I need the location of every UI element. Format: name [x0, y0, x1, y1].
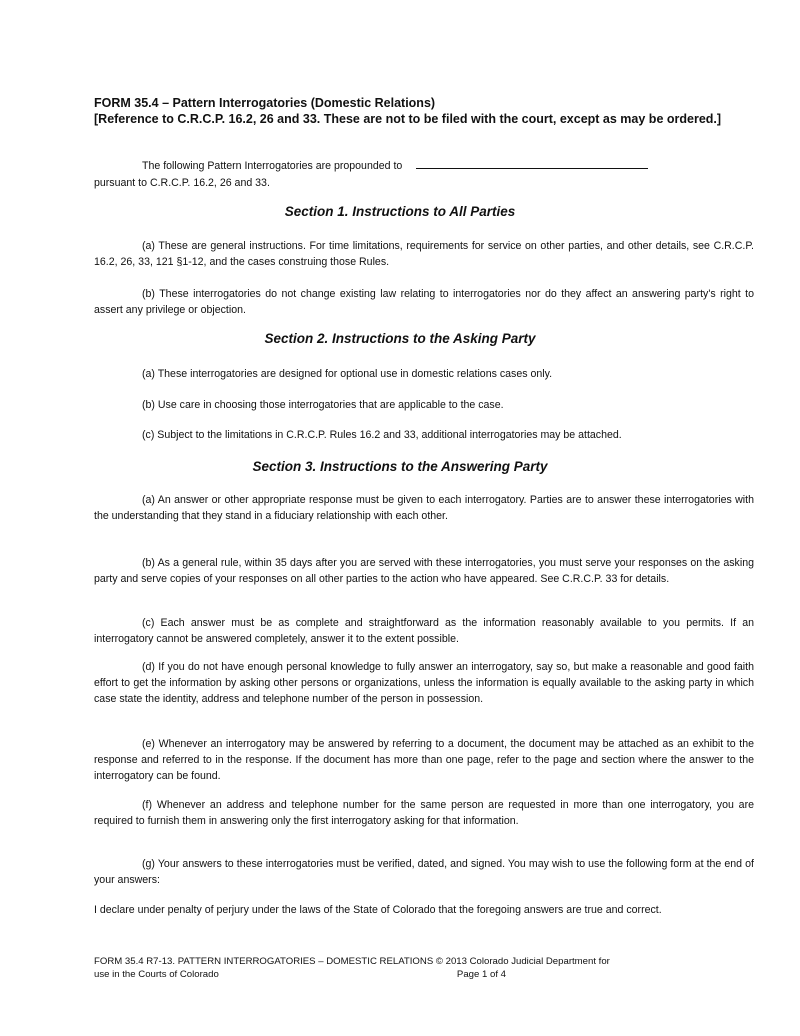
- section2-item-c: (c) Subject to the limitations in C.R.C.P. Rules 16.2 and 33, additional interrogatories may be attached.: [142, 429, 622, 441]
- intro-line1: The following Pattern Interrogatories are propounded to: [142, 160, 403, 172]
- section2-heading: Section 2. Instructions to the Asking Party: [264, 331, 536, 346]
- section3-item-b: (b) As a general rule, within 35 days after you are served with these interrogatories, you must serve your responses on the asking party and serve copies of your responses on all other parties to the action who have appeared. See C.R.C.P. 33 for details.: [94, 557, 754, 585]
- footer-line1: FORM 35.4 R7-13. PATTERN INTERROGATORIES – DOMESTIC RELATIONS © 2013 Colorado Judicial Department for: [94, 956, 610, 967]
- section2-item-a: (a) These interrogatories are designed for optional use in domestic relations cases only.: [142, 368, 553, 380]
- section3-item-c: (c) Each answer must be as complete and straightforward as the information reasonably available to you permits. If an interrogatory cannot be answered completely, answer it to the extent possible.: [94, 617, 754, 645]
- page-number: Page 1 of 4: [456, 969, 506, 980]
- section1-item-a: (a) These are general instructions. For time limitations, requirements for service on other parties, and other details, see C.R.C.P. 16.2, 26, 33, 121 §1-12, and the cases construing those Rules.: [94, 240, 754, 268]
- section3-item-a: (a) An answer or other appropriate response must be given to each interrogatory. Parties are to answer these interrogatories with the understanding that they stand in a fiduciary relationship with each other.: [94, 494, 754, 522]
- footer-court-text: use in the Courts of Colorado: [94, 969, 219, 980]
- recipient-blank-line: [416, 158, 648, 169]
- form-reference: [Reference to C.R.C.P. 16.2, 26 and 33. These are not to be filed with the court, except as may be ordered.]: [94, 112, 722, 126]
- section3-item-e: (e) Whenever an interrogatory may be answered by referring to a document, the document may be attached as an exhibit to the response and referred to in the response. If the document has more than one page, refer to the page and section where the answer to the interrogatory can be found.: [94, 738, 754, 782]
- intro-line2: pursuant to C.R.C.P. 16.2, 26 and 33.: [94, 177, 270, 189]
- intro-paragraph: [94, 158, 754, 174]
- form-title: FORM 35.4 – Pattern Interrogatories (Domestic Relations): [94, 96, 436, 110]
- section1-item-b: (b) These interrogatories do not change existing law relating to interrogatories nor do they affect an answering party's right to assert any privilege or objection.: [94, 288, 754, 316]
- page-footer: [94, 955, 754, 981]
- section3-heading: Section 3. Instructions to the Answering Party: [252, 459, 548, 474]
- section3-item-g: (g) Your answers to these interrogatories must be verified, dated, and signed. You may wish to use the following form at the end of your answers:: [94, 858, 754, 886]
- section3-item-f: (f) Whenever an address and telephone number for the same person are requested in more than one interrogatory, you are required to furnish them in answering only the first interrogatory asking for that information.: [94, 799, 754, 827]
- section3-item-d: (d) If you do not have enough personal knowledge to fully answer an interrogatory, say so, but make a reasonable and good faith effort to get the information by asking other persons or organizations, unless the information is equally available to the asking party in which case state the identity, address and telephone number of the person in possession.: [94, 661, 754, 705]
- section1-heading: Section 1. Instructions to All Parties: [284, 204, 516, 219]
- section2-item-b: (b) Use care in choosing those interrogatories that are applicable to the case.: [142, 399, 504, 411]
- declaration-text: I declare under penalty of perjury under the laws of the State of Colorado that the foregoing answers are true and correct.: [94, 904, 662, 916]
